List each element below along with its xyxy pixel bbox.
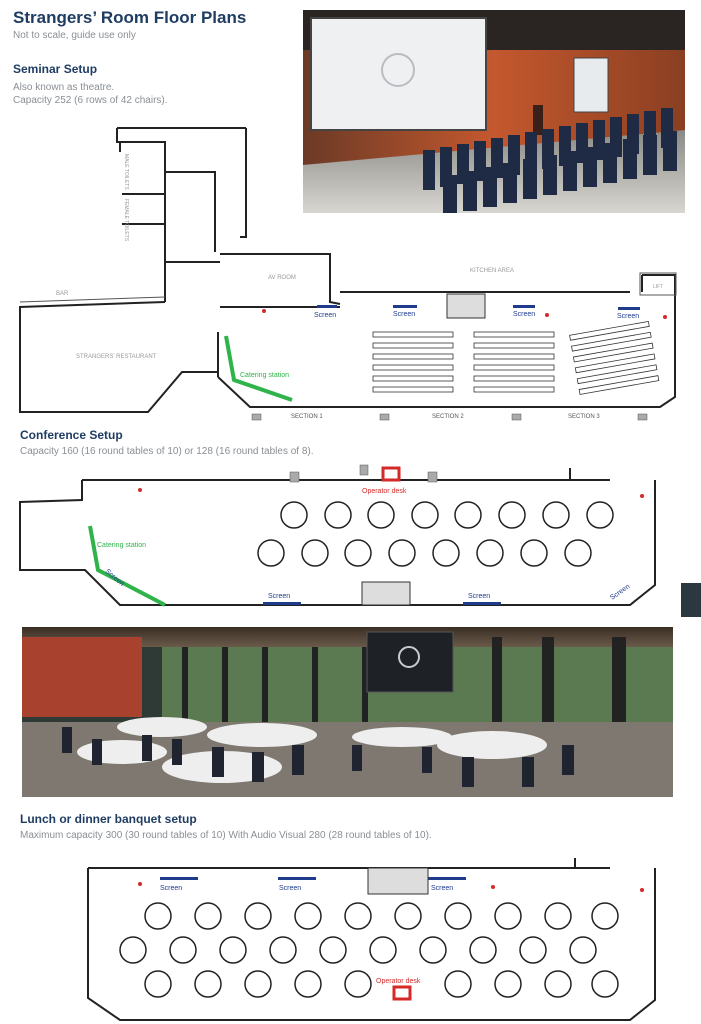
conference-screen-label-4: Screen [609,583,632,602]
banquet-heading: Lunch or dinner banquet setup [20,812,197,826]
conference-operator-desk-label: Operator desk [362,488,407,495]
banquet-floor-plan [0,850,701,1024]
conference-floor-plan [0,460,701,610]
banquet-line1: Maximum capacity 300 (30 round tables of 10) With Audio Visual 280 (28 round tables of 10). [20,830,432,841]
section1-label: SECTION 1 [291,414,323,420]
seminar-line2: Capacity 252 (6 rows of 42 chairs). [13,95,168,106]
catering-label: Catering station [240,372,290,379]
restaurant-label: STRANGERS’ RESTAURANT [76,354,157,360]
banquet-screen-label-3: Screen [431,885,454,892]
banquet-screen-label-2: Screen [279,885,302,892]
female-toilets-label: FEMALE TOILETS [123,199,129,242]
section3-label: SECTION 3 [568,414,600,420]
male-toilets-label: MALE TOILETS [123,154,129,190]
page-title: Strangers’ Room Floor Plans [13,8,247,27]
conference-catering-label: Catering station [97,542,147,549]
conference-screen-label-1: Screen [268,593,291,600]
bar-label: BAR [56,291,69,297]
banquet-screen-label-1: Screen [160,885,183,892]
seminar-heading: Seminar Setup [13,62,98,76]
seminar-floor-plan [0,112,701,432]
conference-screen-label-2: Screen [468,593,491,600]
seminar-line1: Also known as theatre. [13,82,115,93]
lift-label: LIFT [653,284,664,290]
screen-label-4: Screen [617,313,640,320]
av-room-label: AV ROOM [268,275,296,281]
side-tab [681,583,701,617]
screen-label-1: Screen [314,312,337,319]
conference-line1: Capacity 160 (16 round tables of 10) or 128 (16 round tables of 8). [20,446,314,457]
kitchen-label: KITCHEN AREA [470,268,515,274]
conference-heading: Conference Setup [20,428,123,442]
section2-label: SECTION 2 [432,414,464,420]
screen-label-2: Screen [393,311,416,318]
banquet-room-photo [22,627,673,797]
page-subtitle: Not to scale, guide use only [13,30,136,41]
conference-screen-label-3: Screen [103,568,126,588]
screen-label-3: Screen [513,311,536,318]
banquet-operator-desk-label: Operator desk [376,978,421,985]
